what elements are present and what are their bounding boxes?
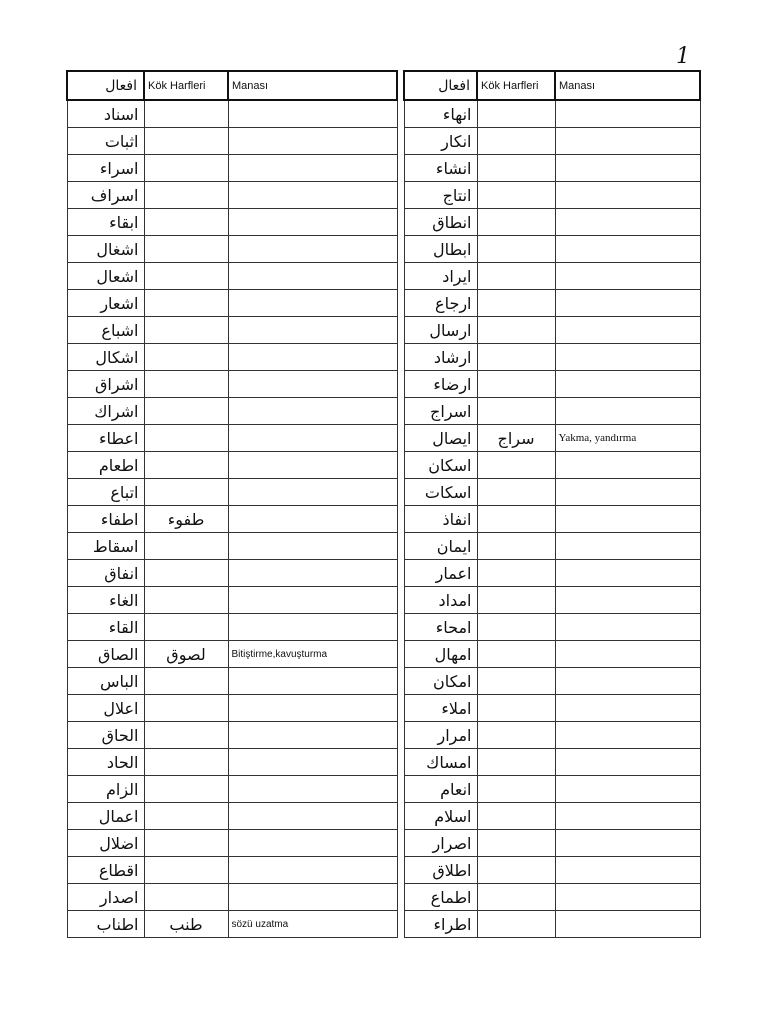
root-letters-cell: طنب	[144, 911, 228, 938]
verb-cell: الصاق	[67, 641, 144, 668]
table-row	[404, 182, 700, 209]
root-letters-cell	[477, 641, 555, 668]
root-letters-cell	[144, 236, 228, 263]
meaning-cell	[555, 641, 700, 668]
meaning-cell	[555, 749, 700, 776]
verb-cell: امداد	[404, 587, 477, 614]
root-letters-cell	[477, 371, 555, 398]
root-letters-cell	[144, 695, 228, 722]
verb-cell: انفاق	[67, 560, 144, 587]
root-letters-cell	[477, 317, 555, 344]
meaning-cell	[228, 317, 397, 344]
verb-cell: انطاق	[404, 209, 477, 236]
root-letters-cell	[477, 452, 555, 479]
table-row	[67, 749, 397, 776]
root-letters-cell	[144, 263, 228, 290]
meaning-cell	[555, 560, 700, 587]
meaning-cell	[555, 344, 700, 371]
verb-cell: ابقاء	[67, 209, 144, 236]
table-row	[67, 776, 397, 803]
table-row	[67, 803, 397, 830]
root-letters-cell	[144, 614, 228, 641]
table-row	[404, 749, 700, 776]
meaning-cell	[228, 209, 397, 236]
meaning-cell	[228, 100, 397, 128]
meaning-cell	[555, 614, 700, 641]
meaning-cell	[228, 722, 397, 749]
header-manasi: Manası	[228, 71, 397, 100]
meaning-cell	[228, 695, 397, 722]
verb-cell: اسناد	[67, 100, 144, 128]
verb-cell: انكار	[404, 128, 477, 155]
meaning-cell	[228, 479, 397, 506]
meaning-cell: Yakma, yandırma	[555, 425, 700, 452]
root-letters-cell	[477, 695, 555, 722]
table-row	[67, 722, 397, 749]
left-verb-table	[66, 70, 398, 938]
root-letters-cell	[144, 425, 228, 452]
meaning-cell	[228, 749, 397, 776]
meaning-cell	[228, 155, 397, 182]
table-row	[67, 695, 397, 722]
verb-cell: امرار	[404, 722, 477, 749]
verb-cell: اسلام	[404, 803, 477, 830]
meaning-cell	[555, 398, 700, 425]
root-letters-cell	[144, 398, 228, 425]
root-letters-cell	[144, 317, 228, 344]
meaning-cell	[555, 695, 700, 722]
verb-cell: امكان	[404, 668, 477, 695]
meaning-cell	[555, 911, 700, 938]
verb-cell: ارجاع	[404, 290, 477, 317]
table-row	[404, 884, 700, 911]
meaning-cell	[555, 533, 700, 560]
verb-cell: اطناب	[67, 911, 144, 938]
root-letters-cell	[144, 155, 228, 182]
verb-cell: اطفاء	[67, 506, 144, 533]
verb-cell: اتباع	[67, 479, 144, 506]
root-letters-cell	[477, 560, 555, 587]
table-row	[404, 425, 700, 452]
table-row	[67, 641, 397, 668]
verb-cell: ابطال	[404, 236, 477, 263]
root-letters-cell	[477, 857, 555, 884]
table-row	[67, 371, 397, 398]
verb-cell: انفاذ	[404, 506, 477, 533]
verb-cell: ارشاد	[404, 344, 477, 371]
verb-cell: ايصال	[404, 425, 477, 452]
table-row	[404, 722, 700, 749]
meaning-cell	[555, 263, 700, 290]
table-row	[67, 128, 397, 155]
root-letters-cell	[477, 830, 555, 857]
root-letters-cell	[144, 830, 228, 857]
table-row	[404, 344, 700, 371]
verb-cell: اشباع	[67, 317, 144, 344]
verb-cell: امهال	[404, 641, 477, 668]
table-row	[67, 452, 397, 479]
root-letters-cell	[477, 506, 555, 533]
root-letters-cell	[144, 587, 228, 614]
verb-cell: الزام	[67, 776, 144, 803]
table-row	[404, 641, 700, 668]
root-letters-cell	[477, 100, 555, 128]
meaning-cell	[228, 803, 397, 830]
table-row	[404, 560, 700, 587]
verb-cell: اطراء	[404, 911, 477, 938]
root-letters-cell	[144, 100, 228, 128]
verb-cell: الباس	[67, 668, 144, 695]
table-row	[67, 479, 397, 506]
root-letters-cell	[477, 614, 555, 641]
table-row	[67, 155, 397, 182]
verb-cell: اصدار	[67, 884, 144, 911]
verb-cell: اشراك	[67, 398, 144, 425]
verb-cell: اطعام	[67, 452, 144, 479]
table-row	[67, 533, 397, 560]
meaning-cell	[228, 344, 397, 371]
meaning-cell	[228, 263, 397, 290]
verb-cell: اطماع	[404, 884, 477, 911]
table-row	[67, 209, 397, 236]
table-row	[404, 155, 700, 182]
root-letters-cell: سراج	[477, 425, 555, 452]
verb-cell: اصرار	[404, 830, 477, 857]
table-row	[404, 263, 700, 290]
table-row	[67, 668, 397, 695]
root-letters-cell	[477, 236, 555, 263]
table-row	[67, 614, 397, 641]
verb-cell: ارضاء	[404, 371, 477, 398]
table-row	[404, 614, 700, 641]
header-kok-harfleri: Kök Harfleri	[144, 71, 228, 100]
table-row	[404, 911, 700, 938]
verb-cell: اسكان	[404, 452, 477, 479]
root-letters-cell	[144, 749, 228, 776]
root-letters-cell: لصوق	[144, 641, 228, 668]
root-letters-cell	[144, 803, 228, 830]
table-row	[67, 425, 397, 452]
meaning-cell	[228, 128, 397, 155]
root-letters-cell	[477, 776, 555, 803]
table-row	[67, 100, 397, 128]
meaning-cell: sözü uzatma	[228, 911, 397, 938]
header-kok-harfleri: Kök Harfleri	[477, 71, 555, 100]
root-letters-cell: طفوء	[144, 506, 228, 533]
table-row	[404, 776, 700, 803]
verb-cell: اشعار	[67, 290, 144, 317]
meaning-cell	[555, 722, 700, 749]
verb-cell: الغاء	[67, 587, 144, 614]
verb-cell: اشكال	[67, 344, 144, 371]
verb-cell: اشراق	[67, 371, 144, 398]
root-letters-cell	[477, 749, 555, 776]
table-row	[67, 182, 397, 209]
meaning-cell	[555, 857, 700, 884]
root-letters-cell	[477, 182, 555, 209]
root-letters-cell	[477, 479, 555, 506]
header-row	[404, 71, 700, 100]
meaning-cell	[228, 398, 397, 425]
meaning-cell	[555, 155, 700, 182]
meaning-cell	[228, 776, 397, 803]
table-row	[404, 452, 700, 479]
table-row	[404, 128, 700, 155]
root-letters-cell	[144, 452, 228, 479]
verb-cell: الحاق	[67, 722, 144, 749]
verb-cell: ارسال	[404, 317, 477, 344]
table-row	[404, 290, 700, 317]
meaning-cell	[555, 209, 700, 236]
meaning-cell	[555, 830, 700, 857]
meaning-cell	[555, 479, 700, 506]
root-letters-cell	[144, 857, 228, 884]
meaning-cell	[228, 884, 397, 911]
meaning-cell	[228, 614, 397, 641]
verb-cell: املاء	[404, 695, 477, 722]
table-row	[67, 317, 397, 344]
table-row	[404, 830, 700, 857]
table-row	[404, 209, 700, 236]
table-row	[404, 398, 700, 425]
root-letters-cell	[477, 587, 555, 614]
verb-cell: القاء	[67, 614, 144, 641]
table-row	[404, 317, 700, 344]
root-letters-cell	[477, 533, 555, 560]
table-row	[67, 398, 397, 425]
table-row	[404, 236, 700, 263]
verb-cell: اثبات	[67, 128, 144, 155]
root-letters-cell	[144, 533, 228, 560]
root-letters-cell	[477, 290, 555, 317]
table-row	[404, 587, 700, 614]
meaning-cell	[555, 371, 700, 398]
table-row	[67, 560, 397, 587]
verb-cell: اشعال	[67, 263, 144, 290]
header-af-al: افعال	[67, 71, 144, 100]
table-row	[67, 506, 397, 533]
table-row	[67, 587, 397, 614]
verb-cell: اسراف	[67, 182, 144, 209]
verb-cell: اطلاق	[404, 857, 477, 884]
meaning-cell	[555, 452, 700, 479]
root-letters-cell	[477, 344, 555, 371]
root-letters-cell	[144, 344, 228, 371]
meaning-cell	[228, 425, 397, 452]
meaning-cell	[555, 668, 700, 695]
table-row	[67, 911, 397, 938]
verb-cell: اضلال	[67, 830, 144, 857]
verb-cell: انهاء	[404, 100, 477, 128]
meaning-cell	[555, 182, 700, 209]
root-letters-cell	[477, 263, 555, 290]
header-row	[67, 71, 397, 100]
meaning-cell	[228, 452, 397, 479]
table-row	[404, 100, 700, 128]
table-row	[404, 506, 700, 533]
table-row	[67, 884, 397, 911]
meaning-cell	[228, 668, 397, 695]
root-letters-cell	[144, 209, 228, 236]
meaning-cell	[228, 857, 397, 884]
root-letters-cell	[477, 803, 555, 830]
verb-cell: اقطاع	[67, 857, 144, 884]
root-letters-cell	[144, 776, 228, 803]
verb-cell: اسراج	[404, 398, 477, 425]
meaning-cell	[228, 371, 397, 398]
meaning-cell	[228, 560, 397, 587]
verb-cell: اسراء	[67, 155, 144, 182]
meaning-cell	[555, 290, 700, 317]
meaning-cell	[228, 236, 397, 263]
table-row	[404, 857, 700, 884]
root-letters-cell	[477, 209, 555, 236]
root-letters-cell	[144, 371, 228, 398]
table-row	[404, 479, 700, 506]
meaning-cell	[555, 128, 700, 155]
verb-cell: امساك	[404, 749, 477, 776]
meaning-cell	[228, 830, 397, 857]
root-letters-cell	[477, 128, 555, 155]
meaning-cell	[555, 100, 700, 128]
verb-cell: اعطاء	[67, 425, 144, 452]
verb-cell: اسكات	[404, 479, 477, 506]
verb-cell: ايمان	[404, 533, 477, 560]
table-row	[67, 344, 397, 371]
meaning-cell: Bitiştirme,kavuşturma	[228, 641, 397, 668]
verb-cell: انشاء	[404, 155, 477, 182]
root-letters-cell	[144, 128, 228, 155]
verb-cell: ايراد	[404, 263, 477, 290]
table-row	[404, 695, 700, 722]
meaning-cell	[555, 776, 700, 803]
meaning-cell	[555, 317, 700, 344]
meaning-cell	[555, 587, 700, 614]
verb-cell: انعام	[404, 776, 477, 803]
verb-cell: امحاء	[404, 614, 477, 641]
page-number: 1	[676, 44, 690, 69]
root-letters-cell	[477, 668, 555, 695]
root-letters-cell	[477, 884, 555, 911]
table-row	[67, 290, 397, 317]
root-letters-cell	[144, 479, 228, 506]
table-row	[404, 668, 700, 695]
meaning-cell	[555, 884, 700, 911]
root-letters-cell	[477, 155, 555, 182]
meaning-cell	[228, 587, 397, 614]
table-row	[67, 857, 397, 884]
table-row	[404, 371, 700, 398]
verb-cell: اشغال	[67, 236, 144, 263]
meaning-cell	[555, 236, 700, 263]
root-letters-cell	[144, 182, 228, 209]
verb-cell: الحاد	[67, 749, 144, 776]
table-row	[404, 803, 700, 830]
root-letters-cell	[477, 722, 555, 749]
verb-cell: اعمال	[67, 803, 144, 830]
header-af-al: افعال	[404, 71, 477, 100]
table-row	[67, 236, 397, 263]
meaning-cell	[228, 290, 397, 317]
root-letters-cell	[477, 911, 555, 938]
meaning-cell	[555, 803, 700, 830]
root-letters-cell	[144, 668, 228, 695]
right-verb-table	[403, 70, 701, 938]
root-letters-cell	[477, 398, 555, 425]
table-row	[67, 830, 397, 857]
header-manasi: Manası	[555, 71, 700, 100]
root-letters-cell	[144, 884, 228, 911]
meaning-cell	[555, 506, 700, 533]
verb-cell: اعمار	[404, 560, 477, 587]
root-letters-cell	[144, 722, 228, 749]
meaning-cell	[228, 506, 397, 533]
meaning-cell	[228, 182, 397, 209]
root-letters-cell	[144, 560, 228, 587]
table-row	[67, 263, 397, 290]
meaning-cell	[228, 533, 397, 560]
root-letters-cell	[144, 290, 228, 317]
table-row	[404, 533, 700, 560]
verb-cell: اعلال	[67, 695, 144, 722]
verb-cell: اسقاط	[67, 533, 144, 560]
verb-cell: انتاج	[404, 182, 477, 209]
